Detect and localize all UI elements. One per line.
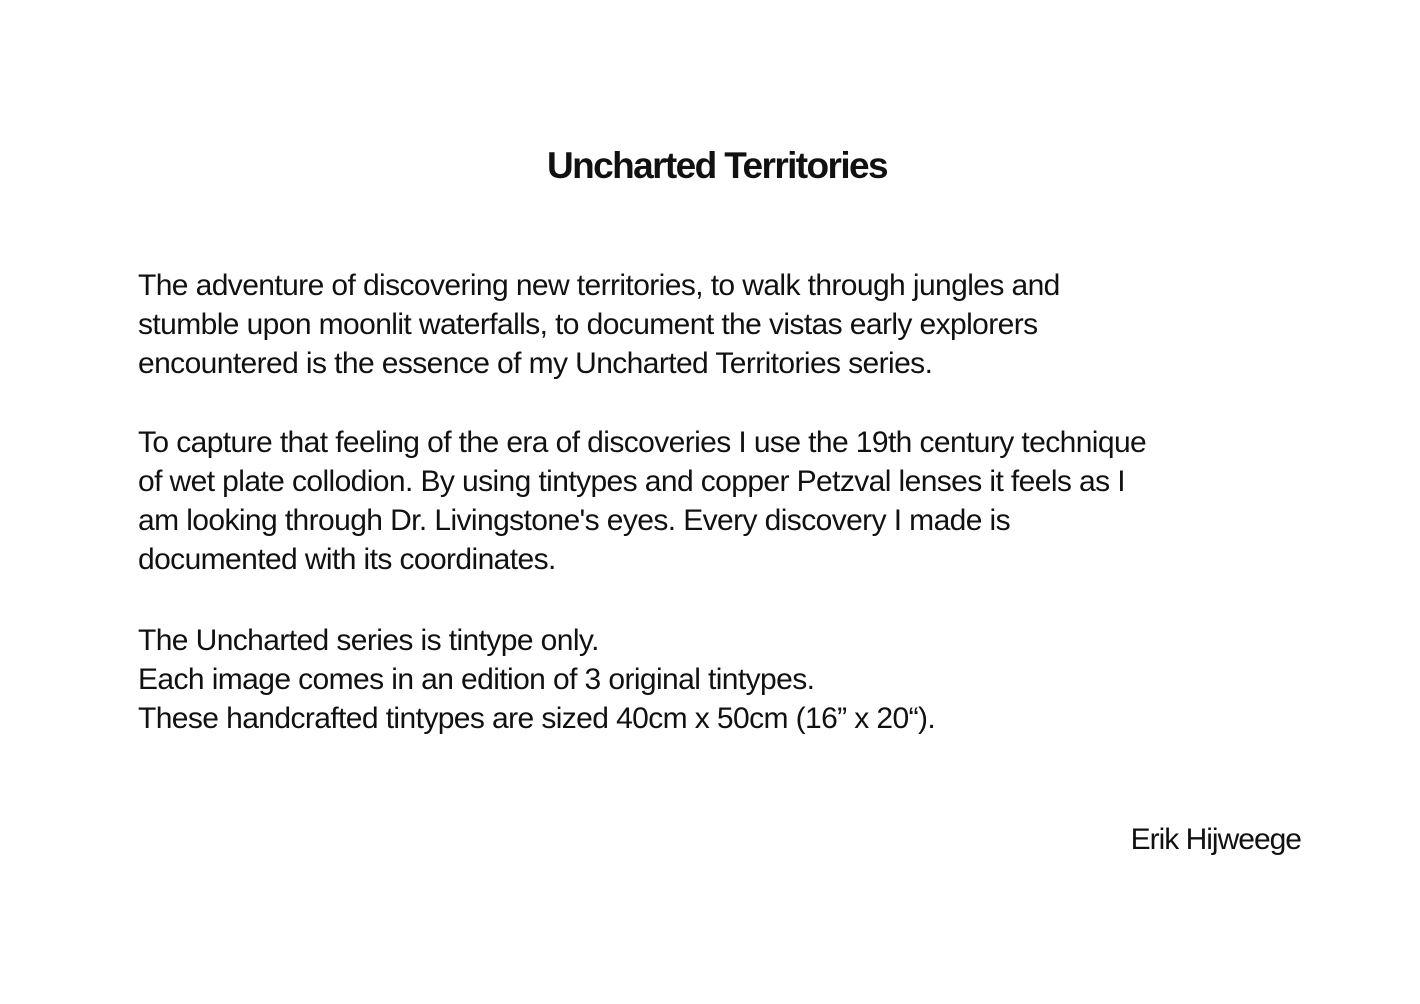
document-title: Uncharted Territories <box>547 145 887 186</box>
paragraph-line: documented with its coordinates. <box>138 543 556 576</box>
paragraph-line: These handcrafted tintypes are sized 40cm x 50cm (16” x 20“). <box>138 702 936 735</box>
paragraph-technique <box>138 423 1338 579</box>
paragraph-line: The Uncharted series is tintype only. <box>138 624 599 657</box>
paragraph-line: To capture that feeling of the era of discoveries I use the 19th century technique <box>138 426 1147 459</box>
paragraph-line: stumble upon moonlit waterfalls, to document the vistas early explorers <box>138 308 1038 341</box>
paragraph-line: am looking through Dr. Livingstone's eyes. Every discovery I made is <box>138 504 1011 537</box>
paragraph-intro <box>138 266 1338 383</box>
paragraph-line: The adventure of discovering new territories, to walk through jungles and <box>138 269 1060 302</box>
paragraph-line: encountered is the essence of my Uncharted Territories series. <box>138 347 933 380</box>
author-signature: Erik Hijweege <box>1130 823 1301 856</box>
paragraph-line: Each image comes in an edition of 3 original tintypes. <box>138 663 815 696</box>
paragraph-edition-info <box>138 621 1338 738</box>
paragraph-line: of wet plate collodion. By using tintypes and copper Petzval lenses it feels as I <box>138 465 1125 498</box>
